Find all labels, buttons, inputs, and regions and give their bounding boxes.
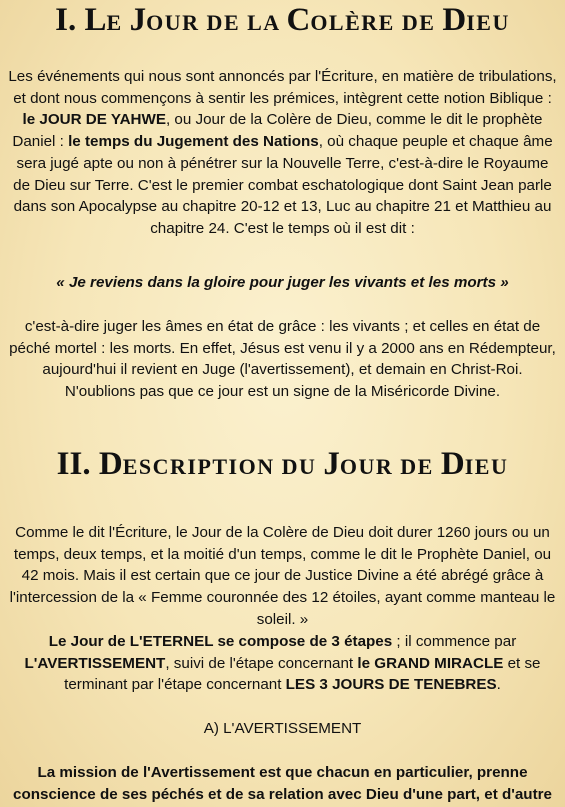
title-part: OUR DE LA: [146, 10, 287, 35]
section-2-paragraph-1: Comme le dit l'Écriture, le Jour de la Colère de Dieu doit durer 1260 jours ou un temps, deux temps, et la moitié d'un temps, comme le dit le Prophète Daniel, ou 42 mois. Mais il est certain que ce jour de Justice Divine a été abrégé grâce à l'intercession de la « Femme couronnée des 12 étoiles, ayant comme manteau le soleil. »: [9, 524, 556, 628]
title-part: J: [129, 2, 147, 38]
section-1-quote: « Je reviens dans la gloire pour juger les vivants et les morts »: [56, 274, 509, 291]
section-1-title: [0, 2, 565, 39]
text-run: LES 3 JOURS DE TENEBRES: [285, 676, 497, 694]
section-1-paragraph-2: c'est-à-dire juger les âmes en état de grâce : les vivants ; et celles en état de péché mortel : les morts. En effet, Jésus est venu il y a 2000 ans en Rédempteur, aujourd'hui il revient en Juge (l'avertissement), et demain en Christ-Roi. N'oublions pas que ce jour est un signe de la Miséricorde Divine.: [9, 318, 556, 401]
title-part: D: [440, 446, 465, 482]
title-part: II. D: [56, 446, 123, 482]
title-part: OUR DE: [339, 454, 441, 479]
text-run: , ou Jour de la Colère de Dieu, comme le dit le prophète Daniel :: [12, 111, 543, 151]
text-run: le JOUR DE YAHWE: [22, 111, 166, 129]
text-run: .: [496, 676, 501, 694]
section-2-paragraph-2: [8, 631, 557, 696]
title-part: ESCRIPTION DU: [122, 454, 324, 479]
text-run: Les événements qui nous sont annoncés par l'Écriture, en matière de tribulations, et dont nous commençons à sentir les prémices, intègrent cette notion Biblique :: [8, 68, 557, 107]
title-part: D: [442, 2, 467, 38]
section-2-paragraph-3: La mission de l'Avertissement est que chacun en particulier, prenne conscience de ses péchés et de sa relation avec Dieu d'une part, et d'autre: [13, 764, 552, 803]
title-part: J: [323, 446, 340, 482]
title-part: E: [106, 10, 130, 35]
title-part: I. L: [55, 2, 107, 38]
text-run: ; il commence par: [392, 633, 517, 650]
text-run: , suivi de l'étape concernant: [165, 654, 358, 672]
section-2-subheading: A) L'AVERTISSEMENT: [203, 720, 362, 737]
title-part: OLÈRE DE: [310, 10, 443, 35]
section-1-paragraph-1: [8, 66, 557, 240]
title-part: IEU: [466, 10, 510, 35]
title-part: IEU: [464, 454, 509, 479]
text-run: , où chaque peuple et chaque âme sera jugé apte ou non à pénétrer sur la Nouvelle Terre, c'est-à-dire le Royaume de Dieu sur Terre. C'est le premier combat eschatologique dont Saint Jean parle dans son Apocalypse au chapitre 20-12 et 13, Luc au chapitre 21 et Matthieu au chapitre 24. C'est le temps où il est dit :: [13, 133, 553, 237]
text-run: et se terminant par l'étape concernant: [64, 654, 541, 694]
text-run: le temps du Jugement des Nations: [68, 133, 319, 151]
text-run: Le Jour de L'ETERNEL se compose de 3 étapes: [48, 633, 393, 650]
title-part: C: [286, 2, 311, 38]
text-run: L'AVERTISSEMENT: [24, 654, 166, 672]
text-run: le GRAND MIRACLE: [357, 654, 504, 672]
section-2-title: [0, 446, 565, 483]
